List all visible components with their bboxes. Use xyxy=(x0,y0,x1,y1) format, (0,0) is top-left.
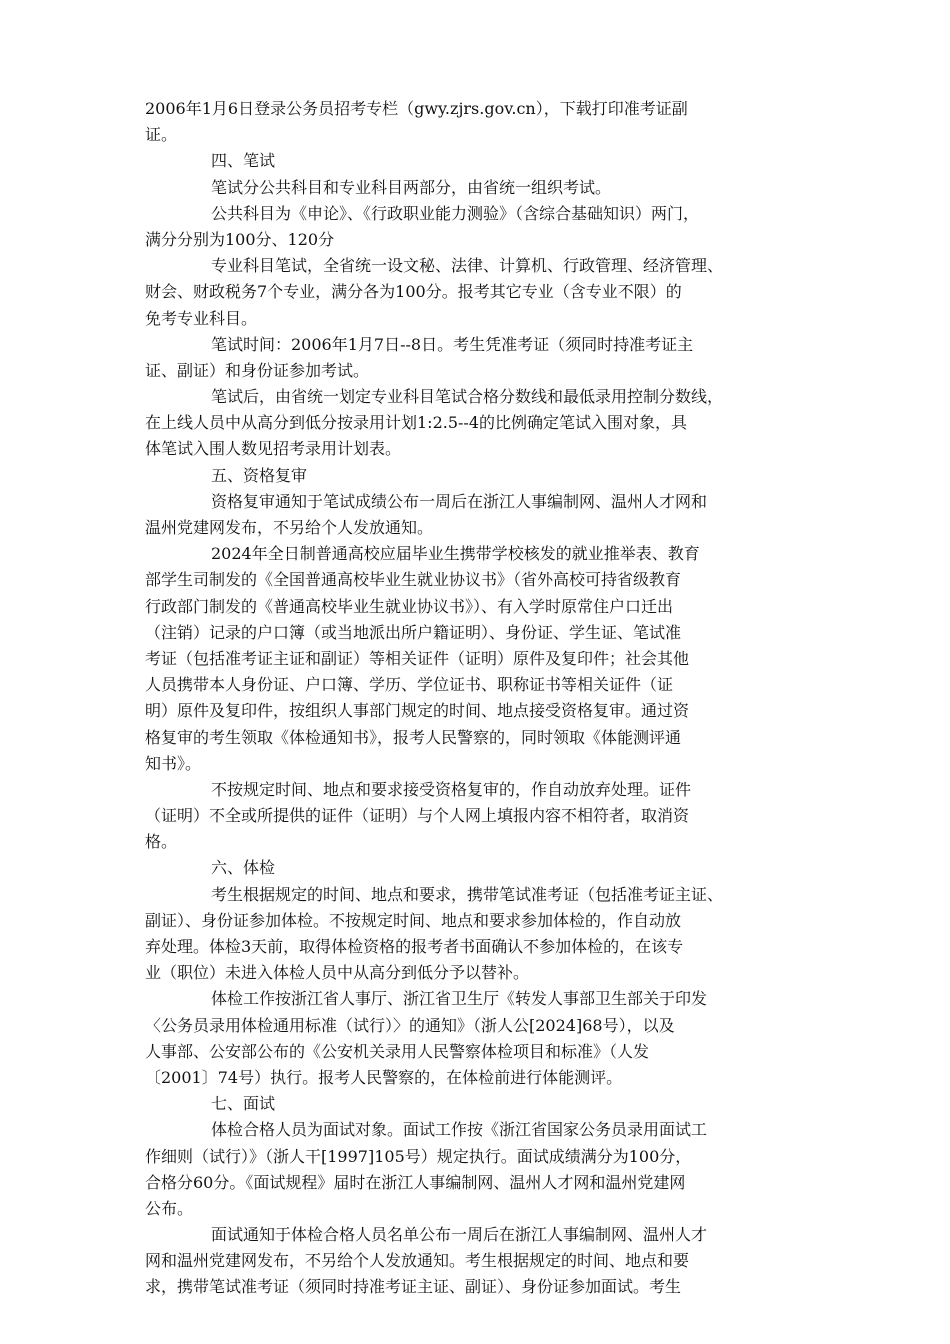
text-line: 满分分别为100分、120分 xyxy=(145,229,335,249)
text-line: 行政部门制发的《普通高校毕业生就业协议书》）、有入学时原常住户口迁出 xyxy=(145,596,674,616)
text-line: 考生根据规定的时间、地点和要求，携带笔试准考证（包括准考证主证、 xyxy=(211,884,724,904)
text-line: 2024年全日制普通高校应届毕业生携带学校核发的就业推举表、教育 xyxy=(211,544,700,564)
text-line: 温州党建网发布，不另给个人发放通知。 xyxy=(145,518,434,537)
text-line: 七、面试 xyxy=(211,1094,276,1114)
text-line: 作细则（试行）》（浙人干[1997]105号）规定执行。面试成绩满分为100分， xyxy=(145,1146,692,1166)
text-line: 人员携带本人身份证、户口簿、学历、学位证书、职称证书等相关证件（证 xyxy=(145,675,674,695)
text-line: 财会、财政税务7个专业，满分各为100分。报考其它专业（含专业不限）的 xyxy=(145,282,682,302)
text-line: 在上线人员中从高分到低分按录用计划1:2.5--4的比例确定笔试入围对象，具 xyxy=(145,413,688,433)
text-line: 合格分60分。《面试规程》届时在浙江人事编制网、温州人才网和温州党建网 xyxy=(145,1172,686,1192)
text-line: 面试通知于体检合格人员名单公布一周后在浙江人事编制网、温州人才 xyxy=(211,1225,708,1245)
text-line: 格复审的考生领取《体检通知书》，报考人民警察的，同时领取《体能测评通 xyxy=(145,727,682,747)
text-line: 六、体检 xyxy=(211,858,276,878)
text-line: 副证）、身份证参加体检。不按规定时间、地点和要求参加体检的，作自动放 xyxy=(145,910,682,930)
text-line: 考证（包括准考证主证和副证）等相关证件（证明）原件及复印件；社会其他 xyxy=(145,648,690,668)
text-line: 弃处理。体检3天前，取得体检资格的报考者书面确认不参加体检的，在该专 xyxy=(145,937,684,956)
text-line: 笔试分公共科目和专业科目两部分，由省统一组织考试。 xyxy=(211,177,612,197)
text-line: 网和温州党建网发布，不另给个人发放通知。考生根据规定的时间、地点和要 xyxy=(145,1251,690,1271)
document-body xyxy=(145,96,830,1301)
text-line: 体检合格人员为面试对象。面试工作按《浙江省国家公务员录用面试工 xyxy=(211,1120,708,1140)
text-line: 体笔试入围人数见招考录用计划表。 xyxy=(145,439,402,459)
text-line: 格。 xyxy=(145,832,178,852)
text-line: 公共科目为《申论》、《行政职业能力测验》（含综合基础知识）两门， xyxy=(211,203,700,223)
text-line: 明）原件及复印件，按组织人事部门规定的时间、地点接受资格复审。通过资 xyxy=(145,701,690,721)
text-line: 证。 xyxy=(145,125,178,145)
text-line: （注销）记录的户口簿（或当地派出所户籍证明）、身份证、学生证、笔试准 xyxy=(145,622,682,642)
text-line: 求，携带笔试准考证（须同时持准考证主证、副证）、身份证参加面试。考生 xyxy=(145,1277,682,1297)
text-line: 体检工作按浙江省人事厅、浙江省卫生厅《转发人事部卫生部关于印发 xyxy=(211,989,708,1009)
text-line: 免考专业科目。 xyxy=(145,308,258,328)
text-line: 知书》。 xyxy=(145,753,202,773)
text-line: 笔试时间：2006年1月7日--8日。考生凭准考证（须同时持准考证主 xyxy=(211,334,694,354)
text-line: 公布。 xyxy=(145,1198,194,1218)
text-line: 资格复审通知于笔试成绩公布一周后在浙江人事编制网、温州人才网和 xyxy=(211,491,708,511)
text-line: （证明）不全或所提供的证件（证明）与个人网上填报内容不相符者，取消资 xyxy=(145,806,690,826)
text-line: 不按规定时间、地点和要求接受资格复审的，作自动放弃处理。证件 xyxy=(211,779,692,799)
text-line: 2006年1月6日登录公务员招考专栏（gwy.zjrs.gov.cn），下载打印准考证副 xyxy=(145,99,688,118)
text-line: 专业科目笔试，全省统一设文秘、法律、计算机、行政管理、经济管理、 xyxy=(211,256,724,276)
text-line: 人事部、公安部公布的《公安机关录用人民警察体检项目和标准》（人发 xyxy=(145,1041,650,1061)
text-line: 四、笔试 xyxy=(211,151,276,171)
text-line: 笔试后，由省统一划定专业科目笔试合格分数线和最低录用控制分数线， xyxy=(211,387,724,407)
text-line: 业（职位）未进入体检人员中从高分到低分予以替补。 xyxy=(145,963,530,983)
text-line: 〔2001〕74号）执行。报考人民警察的，在体检前进行体能测评。 xyxy=(145,1067,623,1087)
text-line: 〈公务员录用体检通用标准（试行）〉的通知》（浙人公[2024]68号），以及 xyxy=(145,1015,675,1035)
text-line: 证、副证）和身份证参加考试。 xyxy=(145,360,370,380)
text-line: 部学生司制发的《全国普通高校毕业生就业协议书》（省外高校可持省级教育 xyxy=(145,570,682,590)
text-line: 五、资格复审 xyxy=(211,465,308,485)
